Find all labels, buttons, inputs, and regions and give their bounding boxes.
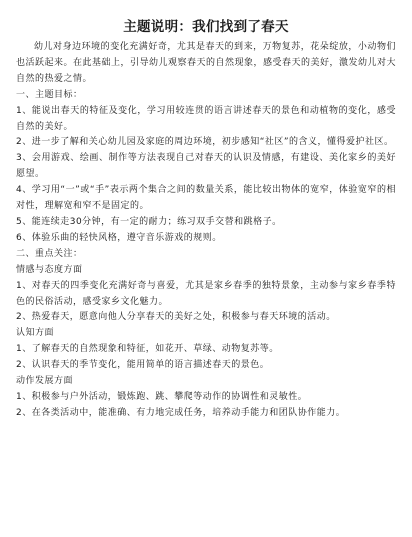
- intro-paragraph: 幼儿对身边环境的变化充满好奇，尤其是春天的到来，万物复苏，花朵绽放，小动物们也活跃起来。在此基础上，引导幼儿观察春天的自然现象，感受春天的美好，激发幼儿对大自然的热爱之情。: [16, 42, 397, 84]
- document-title: 主题说明：我们找到了春天: [123, 19, 289, 35]
- cognition-item: 2、认识春天的季节变化，能用简单的语言描述春天的景色。: [16, 360, 270, 371]
- attitude-item: 1、对春天的四季变化充满好奇与喜爱，尤其是家乡春季的独特景象，主动参与家乡春季特色的民俗活动，感受家乡文化魅力。: [16, 280, 396, 307]
- attitude-item: 2、热爱春天，愿意向他人分享春天的美好之处，积极参与春天环境的活动。: [16, 312, 336, 323]
- subheading-cognition: 认知方面: [16, 328, 55, 339]
- subheading-motor: 动作发展方面: [16, 376, 74, 387]
- section-heading-goals: 一、主题目标：: [16, 89, 83, 100]
- goal-item: 5、能连续走30分钟，有一定的耐力；练习双手交替和跳格子。: [16, 216, 282, 227]
- motor-item: 2、在各类活动中，能准确、有力地完成任务，培养动手能力和团队协作能力。: [16, 407, 346, 418]
- motor-item: 1、积极参与户外活动，锻炼跑、跳、攀爬等动作的协调性和灵敏性。: [16, 391, 308, 402]
- goal-item: 1、能说出春天的特征及变化，学习用较连贯的语言讲述春天的景色和动植物的变化，感受自然的美好。: [16, 105, 396, 132]
- cognition-item: 1、了解春天的自然现象和特征，如花开、草绿、动物复苏等。: [16, 344, 279, 355]
- goal-item: 3、会用游戏、绘画、制作等方法表现自己对春天的认识及情感，有建设、美化家乡的美好愿望。: [16, 153, 396, 180]
- goal-item: 6、体验乐曲的轻快风格，遵守音乐游戏的规则。: [16, 232, 222, 243]
- goal-item: 4、学习用“一”或“手”表示两个集合之间的数量关系，能比较出物体的宽窄，体验宽窄的相对性，理解宽和窄不是固定的。: [16, 185, 396, 212]
- goal-item: 2、进一步了解和关心幼儿园及家庭的周边环境，初步感知“社区”的含义，懂得爱护社区。: [16, 137, 394, 148]
- section-heading-focus: 二、重点关注：: [16, 248, 83, 259]
- subheading-attitude: 情感与态度方面: [16, 264, 83, 275]
